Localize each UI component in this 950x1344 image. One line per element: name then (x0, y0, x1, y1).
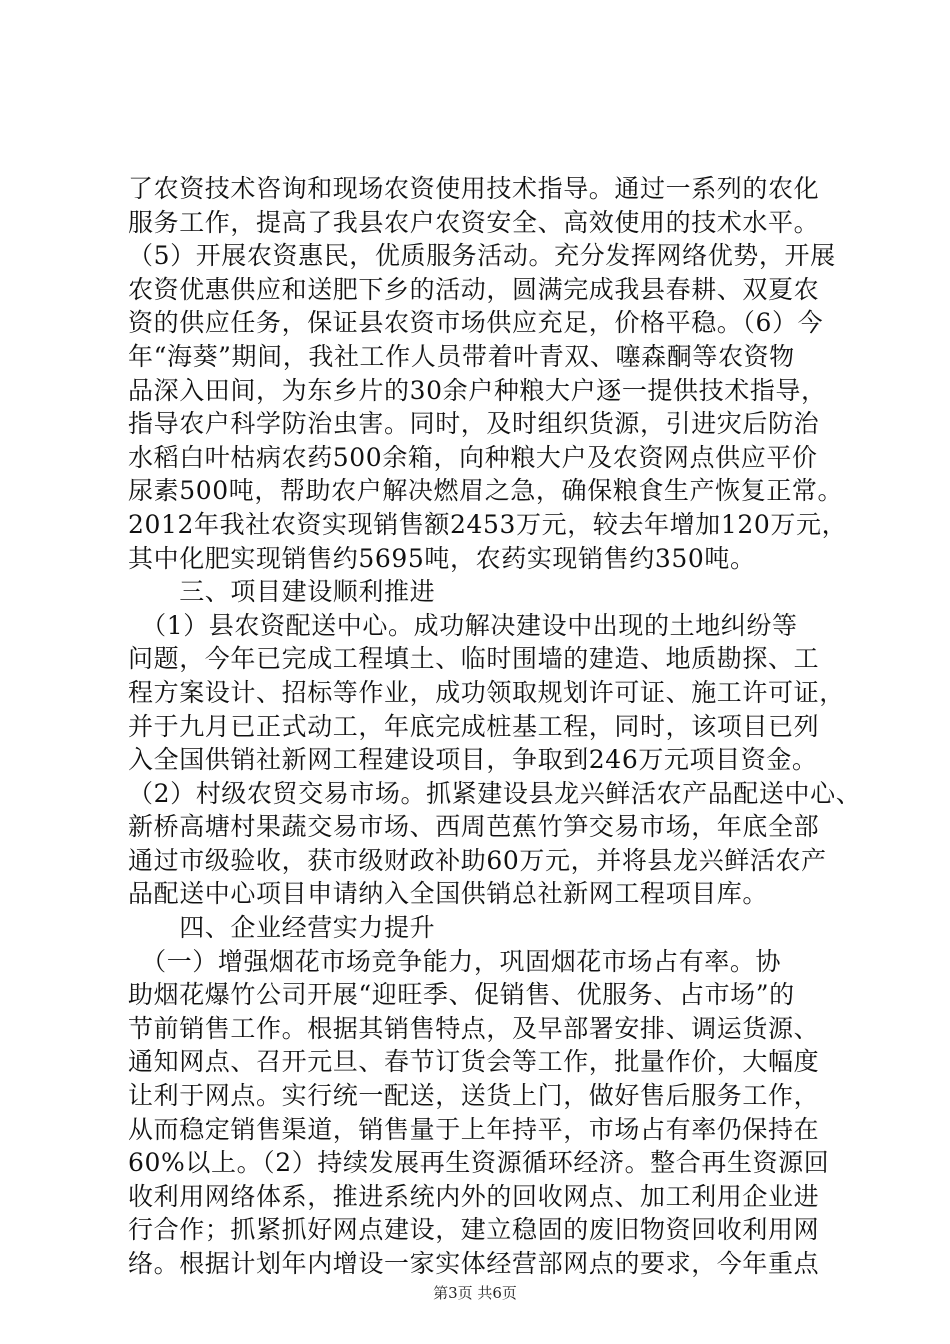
text-line: 其中化肥实现销售约5695吨，农药实现销售约350吨。 (128, 543, 756, 573)
document-body (128, 172, 862, 1281)
text-line: 品深入田间，为东乡片的30余户种粮大户逐一提供技术指导， (128, 375, 827, 405)
text-line: 农资优惠供应和送肥下乡的活动，圆满完成我县春耕、双夏农 (128, 274, 820, 304)
text-line: 从而稳定销售渠道，销售量于上年持平，市场占有率仍保持在 (128, 1114, 820, 1144)
text-line: 问题，今年已完成工程填土、临时围墙的建造、地质勘探、工 (128, 644, 820, 674)
text-line: 资的供应任务，保证县农资市场供应充足，价格平稳。（6）今 (128, 308, 824, 338)
text-line: （2）村级农贸交易市场。抓紧建设县龙兴鲜活农产品配送中心、 (128, 778, 862, 808)
text-line: 指导农户科学防治虫害。同时，及时组织货源，引进灾后防治 (128, 409, 820, 439)
text-line: 程方案设计、招标等作业，成功领取规划许可证、施工许可证， (128, 677, 845, 707)
text-line: 水稻白叶枯病农药500余箱，向种粮大户及农资网点供应平价 (128, 442, 818, 472)
section-heading: 四、企业经营实力提升 (128, 913, 436, 943)
text-line: 入全国供销社新网工程建设项目，争取到246万元项目资金。 (128, 745, 818, 775)
text-line: 通过市级验收，获市级财政补助60万元，并将县龙兴鲜活农产 (128, 845, 827, 875)
text-line: 络。根据计划年内增设一家实体经营部网点的要求，今年重点 (128, 1249, 820, 1278)
text-line: 让利于网点。实行统一配送，送货上门，做好售后服务工作， (128, 1081, 820, 1111)
text-line: 2012年我社农资实现销售额2453万元，较去年增加120万元， (128, 509, 848, 539)
text-line: 通知网点、召开元旦、春节订货会等工作，批量作价，大幅度 (128, 1047, 820, 1077)
text-line: 收利用网络体系，推进系统内外的回收网点、加工利用企业进 (128, 1181, 820, 1211)
text-line: 年“海葵”期间，我社工作人员带着叶青双、噻森酮等农资物 (128, 341, 795, 371)
text-line: 新桥高塘村果蔬交易市场、西周芭蕉竹笋交易市场，年底全部 (128, 812, 820, 842)
text-line: 了农资技术咨询和现场农资使用技术指导。通过一系列的农化 (128, 174, 820, 203)
text-line: 节前销售工作。根据其销售特点，及早部署安排、调运货源、 (128, 1013, 820, 1043)
text-line: 并于九月已正式动工，年底完成桩基工程，同时，该项目已列 (128, 711, 820, 741)
text-line: 60%以上。（2）持续发展再生资源循环经济。整合再生资源回 (128, 1148, 830, 1178)
text-line: （5）开展农资惠民，优质服务活动。充分发挥网络优势，开展 (128, 241, 836, 271)
text-line: 品配送中心项目申请纳入全国供销总社新网工程项目库。 (128, 879, 769, 909)
page-number-footer: 第3页 共6页 (433, 1284, 517, 1302)
text-line: 尿素500吨，帮助农户解决燃眉之急，确保粮食生产恢复正常。 (128, 476, 844, 506)
text-line: 助烟花爆竹公司开展“迎旺季、促销售、优服务、占市场”的 (128, 980, 795, 1010)
section-heading: 三、项目建设顺利推进 (128, 577, 436, 607)
text-line: （1）县农资配送中心。成功解决建设中出现的土地纠纷等 (128, 610, 798, 640)
text-line: （一）增强烟花市场竞争能力，巩固烟花市场占有率。协 (128, 946, 782, 976)
text-line: 行合作；抓紧抓好网点建设，建立稳固的废旧物资回收利用网 (128, 1215, 820, 1245)
text-line: 服务工作，提高了我县农户农资安全、高效使用的技术水平。 (128, 207, 820, 237)
